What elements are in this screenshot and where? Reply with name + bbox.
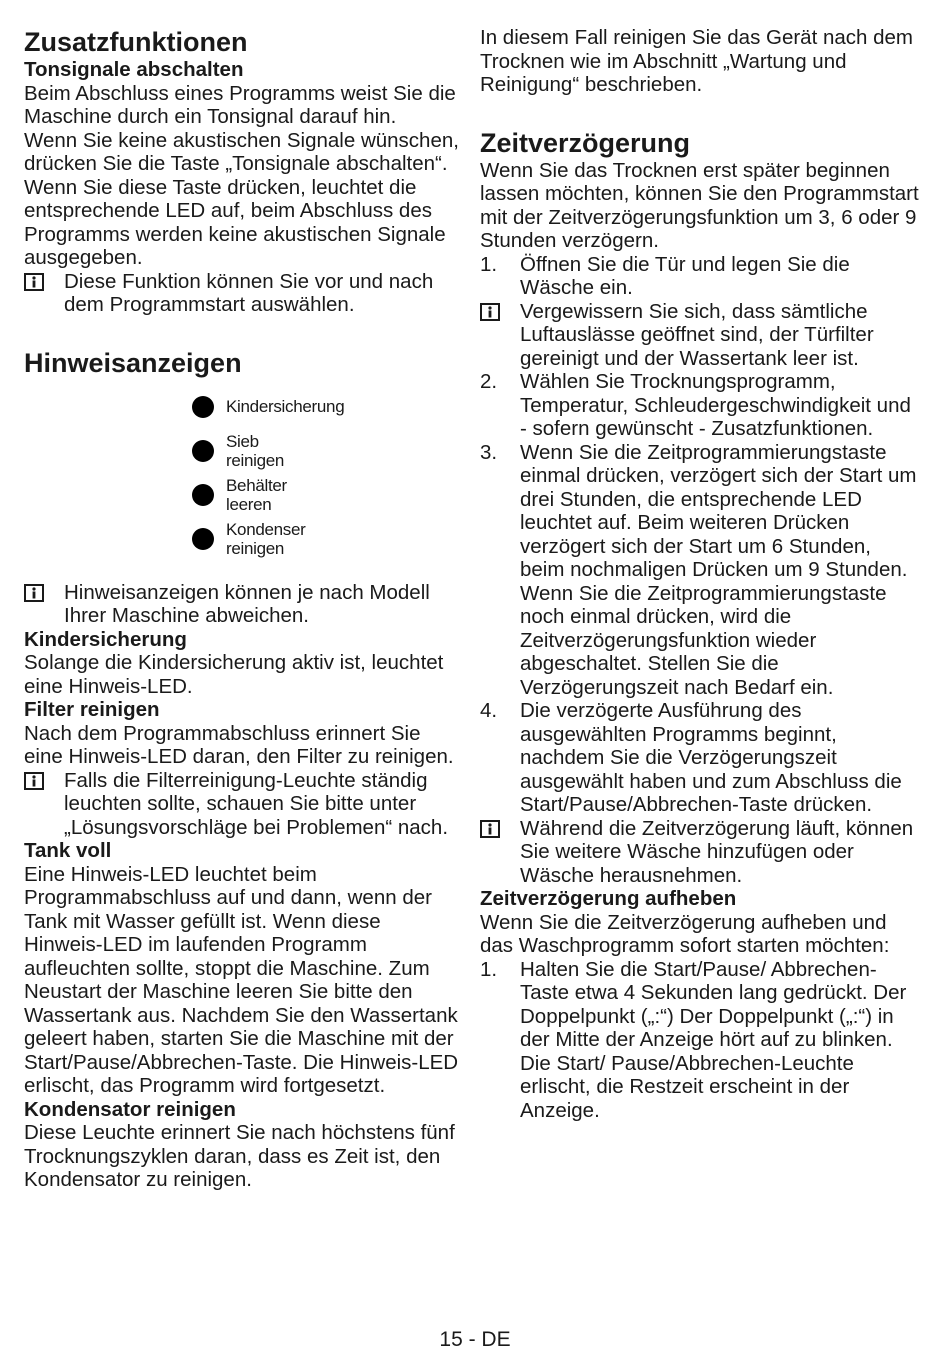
- heading-aufheben: Zeitverzögerung aufheben: [480, 887, 737, 910]
- led-dot-icon: [192, 440, 214, 462]
- list-number: 2.: [480, 370, 498, 393]
- heading-zeitverzoegerung: Zeitverzögerung: [480, 127, 691, 158]
- note-waesche: [480, 817, 920, 888]
- list-item: [480, 370, 920, 441]
- heading-kondensator: Kondensator reinigen: [24, 1097, 236, 1121]
- note-hinweis: [24, 581, 464, 628]
- indicator-kondenser: [192, 519, 464, 559]
- note-text: Vergewissern Sie sich, dass sämtliche Luftauslässe geöffnet sind, der Türfilter gereinigt und der Wassertank leer ist.: [520, 299, 874, 370]
- led-dot-icon: [192, 528, 214, 550]
- indicator-label: Sieb reinigen: [226, 431, 285, 470]
- list-text: Die verzögerte Ausführung des ausgewählten Programms beginnt, nachdem Sie die Verzögerungszeit ausgewählt haben und zum Abschluss die Start/Pause/Abbrechen-Taste drücken.: [520, 699, 902, 816]
- indicator-kindersicherung: [192, 387, 464, 427]
- indicator-label: Behälter leeren: [226, 475, 287, 514]
- note-luftauslaesse: [480, 300, 920, 371]
- list-text: Wählen Sie Trocknungsprogramm, Temperatur, Schleudergeschwindigkeit und - sofern gewünscht - Zusatzfunktionen.: [520, 370, 911, 440]
- list-number: 4.: [480, 699, 498, 722]
- right-column: [480, 26, 920, 1122]
- indicator-legend: [192, 387, 464, 559]
- paragraph-tonsignale: Beim Abschluss eines Programms weist Sie die Maschine durch ein Tonsignal darauf hin. Wenn Sie keine akustischen Signale wünschen, drücken Sie die Taste „Tonsignale abschalten“. Wenn Sie diese Taste drücken, leuchtet die entsprechende LED auf, beim Abschluss des Programms werden keine akustischen Signale ausgegeben.: [24, 81, 465, 269]
- info-icon: [480, 817, 520, 888]
- heading-zusatzfunktionen: Zusatzfunktionen: [24, 27, 248, 57]
- page-number: 15 - DE: [439, 1328, 511, 1351]
- paragraph-kondensator: Diese Leuchte erinnert Sie nach höchstens fünf Trocknungszyklen daran, dass es Zeit ist, den Kondensator zu reinigen.: [24, 1121, 455, 1191]
- list-item: [480, 699, 920, 817]
- indicator-label: Kindersicherung: [226, 397, 345, 416]
- list-number: 3.: [480, 440, 498, 464]
- note-text: Diese Funktion können Sie vor und nach dem Programmstart auswählen.: [64, 269, 434, 316]
- left-column: [24, 26, 464, 1192]
- indicator-sieb: [192, 431, 464, 471]
- heading-kindersicherung: Kindersicherung: [24, 627, 187, 651]
- led-dot-icon: [192, 396, 214, 418]
- info-icon: [24, 769, 64, 840]
- paragraph-filter: Nach dem Programmabschluss erinnert Sie eine Hinweis-LED daran, den Filter zu reinigen.: [24, 721, 454, 768]
- info-icon: [24, 270, 64, 317]
- note-text: Während die Zeitverzögerung läuft, können Sie weitere Wäsche hinzufügen oder Wäsche herausnehmen.: [520, 816, 914, 887]
- heading-tank-voll: Tank voll: [24, 839, 112, 862]
- note-tonsignale: [24, 270, 464, 317]
- list-text: Halten Sie die Start/Pause/ Abbrechen-Taste etwa 4 Sekunden lang gedrückt. Der Doppelpunkt („:“) Der Doppelpunkt („:“) in der Mitte der Anzeige hört auf zu blinken. Die Start/ Pause/Abbrechen-Leuchte erlischt, die Restzeit erscheint in der Anzeige.: [520, 957, 907, 1122]
- list-text: Wenn Sie die Zeitprogrammierungstaste einmal drücken, verzögert sich der Start um drei Stunden, die entsprechende LED leuchtet auf. Beim weiteren Drücken verzögert sich der Start um 6 Stunden, beim nochmaligen Drücken um 9 Stunden. Wenn Sie die Zeitprogrammierungstaste noch einmal drücken, wird die Zeitverzögerungsfunktion wieder abgeschaltet. Stellen Sie die Verzögerungszeit nach Bedarf ein.: [520, 440, 917, 699]
- paragraph-kindersicherung: Solange die Kindersicherung aktiv ist, leuchtet eine Hinweis-LED.: [24, 651, 444, 698]
- list-item: [480, 253, 920, 300]
- list-number: 1.: [480, 252, 498, 276]
- paragraph-zeitverzoegerung: Wenn Sie das Trocknen erst später beginnen lassen möchten, können Sie den Programmstart mit der Zeitverzögerungsfunktion um 3, 6 oder 9 Stunden verzögern.: [480, 158, 919, 252]
- note-filter: [24, 769, 464, 840]
- info-icon: [480, 300, 520, 371]
- indicator-behaelter: [192, 475, 464, 515]
- note-text: Falls die Filterreinigung-Leuchte ständig leuchten sollte, schauen Sie bitte unter „Lösungsvorschläge bei Problemen“ nach.: [64, 768, 449, 839]
- heading-hinweisanzeigen: Hinweisanzeigen: [24, 347, 242, 378]
- indicator-label: Kondenser reinigen: [226, 519, 306, 558]
- heading-tonsignale: Tonsignale abschalten: [24, 58, 244, 81]
- list-item: [480, 958, 920, 1123]
- heading-filter: Filter reinigen: [24, 698, 160, 721]
- list-number: 1.: [480, 957, 498, 981]
- note-text: Hinweisanzeigen können je nach Modell Ihrer Maschine abweichen.: [64, 580, 430, 627]
- list-item: [480, 441, 920, 700]
- paragraph-intro: In diesem Fall reinigen Sie das Gerät nach dem Trocknen wie im Abschnitt „Wartung und Reinigung“ beschrieben.: [480, 26, 914, 96]
- info-icon: [24, 581, 64, 628]
- led-dot-icon: [192, 484, 214, 506]
- list-text: Öffnen Sie die Tür und legen Sie die Wäsche ein.: [520, 252, 850, 299]
- paragraph-aufheben: Wenn Sie die Zeitverzögerung aufheben und das Waschprogramm sofort starten möchten:: [480, 910, 890, 957]
- paragraph-tank-voll: Eine Hinweis-LED leuchtet beim Programmabschluss auf und dann, wenn der Tank mit Wasser gefüllt ist. Wenn diese Hinweis-LED im laufenden Programm aufleuchten sollte, stoppt die Maschine. Zum Neustart der Maschine leeren Sie bitte den Wassertank aus. Nachdem Sie den Wassertank geleert haben, starten Sie die Maschine mit der Start/Pause/Abbrechen-Taste. Die Hinweis-LED erlischt, das Programm wird fortgesetzt.: [24, 862, 459, 1097]
